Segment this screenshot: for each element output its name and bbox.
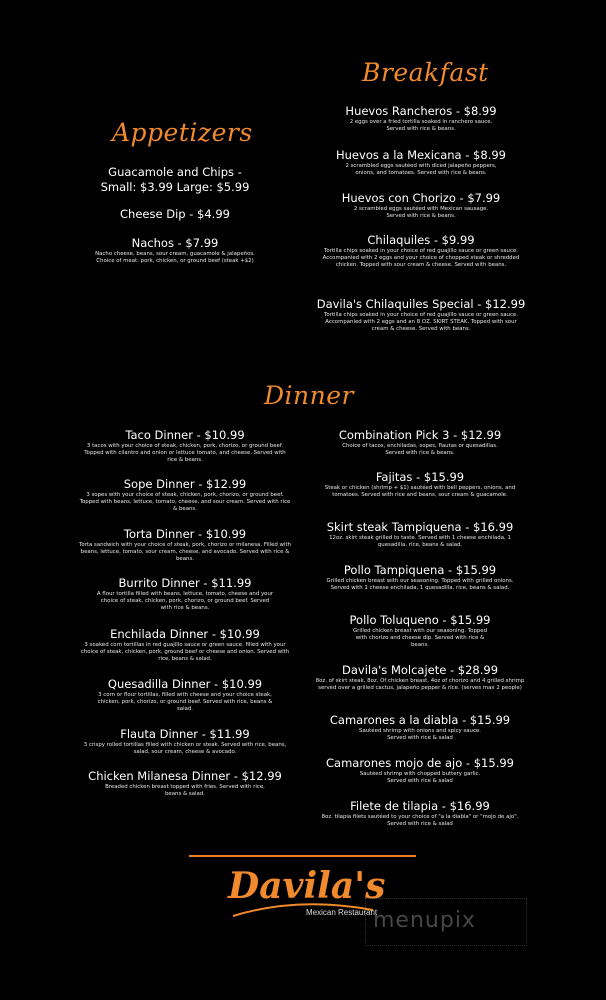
watermark-text: menupix (373, 908, 476, 933)
item-name: Davila's Molcajete - $28.99 (341, 663, 499, 677)
item-description: 8oz. of skirt steak, 8oz. Of chicken breast, 4oz of chorizo and 4 grilled shrimp served over a grilled cactus, jalapeño pepper & rice. (serves max 2 people) (315, 678, 525, 691)
item-description: 12oz. skirt steak grilled to taste. Served with 1 cheese enchilada, 1 quesadilla, rice, beans & salad. (329, 535, 511, 548)
item-name: Pollo Tampiquena - $15.99 (343, 563, 497, 577)
item-name: Guacamole and Chips - Small: $3.99 Large: $5.99 (100, 165, 250, 194)
item-description: 8oz. tilapia filets sautéed to your choice of "a la diabla" or "mojo de ajo". Served with rice & salad (321, 814, 519, 827)
item-description: Grilled chicken breast with our seasoning. Topped with grilled onions. Served with 1 cheese enchilada, 1 quesadilla, rice, beans & salad. (326, 578, 514, 591)
menu-item (55, 627, 315, 662)
appetizers-title: Appetizers (112, 118, 253, 147)
item-name: Sope Dinner - $12.99 (123, 477, 247, 491)
item-description: Torta sandwich with your choice of steak, pork, chorizo or milanesa. Filled with beans, lettuce, tomato, sour cream, cheese, and avocado. Served with rice & beans. (79, 542, 291, 562)
item-description: Choice of tacos, enchiladas, sopes, flautas or quesadillas. Served with rice & beans. (342, 443, 498, 456)
item-description: Tortilla chips soaked in your choice of red guajillo sauce or green sauce. Accompanied with 2 eggs and an 8 OZ. SKIRT STEAK. Topped with sour cream & cheese. Served with beans. (324, 312, 518, 332)
menu-item (55, 769, 315, 798)
item-name: Camarones a la diabla - $15.99 (329, 713, 511, 727)
item-name: Pollo Toluqueno - $15.99 (349, 613, 491, 627)
breakfast-title: Breakfast (362, 58, 489, 87)
item-name: Enchilada Dinner - $10.99 (110, 627, 260, 641)
menu-item (290, 663, 550, 692)
menu-item (290, 756, 550, 785)
menu-item (290, 520, 550, 549)
menu-item (55, 576, 315, 611)
item-description: Sautéed shrimp with chopped buttery garlic. Served with rice & salad (359, 771, 481, 784)
menu-item (55, 677, 315, 712)
item-description: Grilled chicken breast with our seasoning. Topped with chorizo and cheese dip. Served with rice & beans. (352, 628, 488, 648)
item-name: Burrito Dinner - $11.99 (118, 576, 252, 590)
item-name: Nachos - $7.99 (131, 236, 219, 250)
item-description: 3 tacos with your choice of steak, chicken, pork, chorizo, or ground beef. Topped with cilantro and onion or lettuce tomato, and cheese. Served with rice & beans. (84, 443, 286, 463)
menu-item (290, 470, 550, 499)
menupix-watermark (345, 892, 550, 952)
item-description: 3 sopes with your choice of steak, chicken, pork, chorizo, or ground beef. Topped with beans, lettuce, tomato, cheese, and sour cream. Served with rice & beans. (79, 492, 291, 512)
item-description: 2 scrambled eggs sautéed with diced jalapeño peppers, onions, and tomatoes. Served with rice & beans. (345, 163, 497, 176)
menu-item (291, 191, 551, 220)
menu-item (291, 233, 551, 268)
item-name: Torta Dinner - $10.99 (123, 527, 247, 541)
item-name: Chicken Milanesa Dinner - $12.99 (88, 769, 282, 783)
item-name: Camarones mojo de ajo - $15.99 (326, 756, 514, 770)
item-name: Chilaquiles - $9.99 (367, 233, 475, 247)
menu-item (55, 428, 315, 463)
item-name: Cheese Dip - $4.99 (120, 207, 230, 221)
logo-subtitle: Mexican Restaurant (306, 908, 378, 917)
item-name: Huevos a la Mexicana - $8.99 (336, 148, 506, 162)
footer-divider (189, 855, 416, 857)
item-name: Huevos Rancheros - $8.99 (345, 104, 497, 118)
item-name: Filete de tilapia - $16.99 (350, 799, 490, 813)
item-description: 2 scrambled eggs sautéed with Mexican sausage. Served with rice & beans. (353, 206, 489, 219)
item-name: Skirt steak Tampiquena - $16.99 (326, 520, 514, 534)
logo-script: Davila's (228, 865, 386, 907)
menu-item (290, 563, 550, 592)
item-name: Combination Pick 3 - $12.99 (338, 428, 502, 442)
item-description: 2 eggs over a fried tortilla soaked in ranchero sauce. Served with rice & beans. (349, 119, 493, 132)
item-name: Davila's Chilaquiles Special - $12.99 (316, 297, 526, 311)
item-name: Taco Dinner - $10.99 (125, 428, 245, 442)
menu-item (290, 428, 550, 457)
menu-item (296, 104, 546, 133)
menu-item (290, 799, 550, 828)
item-description: Steak or chicken (shrimp + $1) sautéed with bell peppers, onions, and tomatoes. Served with rice and beans, sour cream & guacamole. (324, 485, 516, 498)
item-description: Nacho cheese, beans, sour cream, guacamole & jalapeños. Choice of meat: pork, chicken, or ground beef (steak +$2) (95, 251, 255, 264)
item-name: Flauta Dinner - $11.99 (120, 727, 250, 741)
item-description: 3 crispy rolled tortillas filled with chicken or steak. Served with rice, beans, salad, sour cream, cheese & avocado. (83, 742, 287, 755)
item-description: A flour tortilla filled with beans, lettuce, tomato, cheese and your choice of steak, chicken, pork, chorizo, or ground beef. Served with rice & beans. (96, 591, 274, 611)
item-description: Breaded chicken breast topped with fries. Served with rice, beans & salad. (105, 784, 265, 797)
menu-item (60, 207, 290, 221)
menu-item (60, 165, 290, 195)
menu-item (55, 727, 315, 756)
item-description: 3 soaked corn tortillas in red guajillo sauce or green sauce. filled with your choice of steak, chicken, pork, ground beef or cheese and onion. Served with rice, beans & salad. (80, 642, 290, 662)
menu-item (290, 613, 550, 648)
menu-item (55, 527, 315, 562)
menu-item (291, 148, 551, 177)
menu-item (290, 713, 550, 742)
dinner-title: Dinner (264, 381, 354, 410)
item-name: Quesadilla Dinner - $10.99 (107, 677, 263, 691)
item-description: Sautéed shrimp with onions and spicy sauce. Served with rice & salad (359, 728, 481, 741)
menu-item (55, 477, 315, 512)
menu-item (291, 297, 551, 332)
item-name: Huevos con Chorizo - $7.99 (341, 191, 501, 205)
item-description: 3 corn or flour tortillas, filled with cheese and your choice steak, chicken, pork, chorizo, or ground beef. Served with rice, beans & salad. (97, 692, 273, 712)
item-description: Tortilla chips soaked in your choice of red guajillo sauce or green sauce. Accompanied with 2 eggs and your choice of chopped steak or shredded chicken. Topped with sour cream & cheese. Served with beans. (322, 248, 520, 268)
item-name: Fajitas - $15.99 (375, 470, 465, 484)
menu-item (60, 236, 290, 265)
